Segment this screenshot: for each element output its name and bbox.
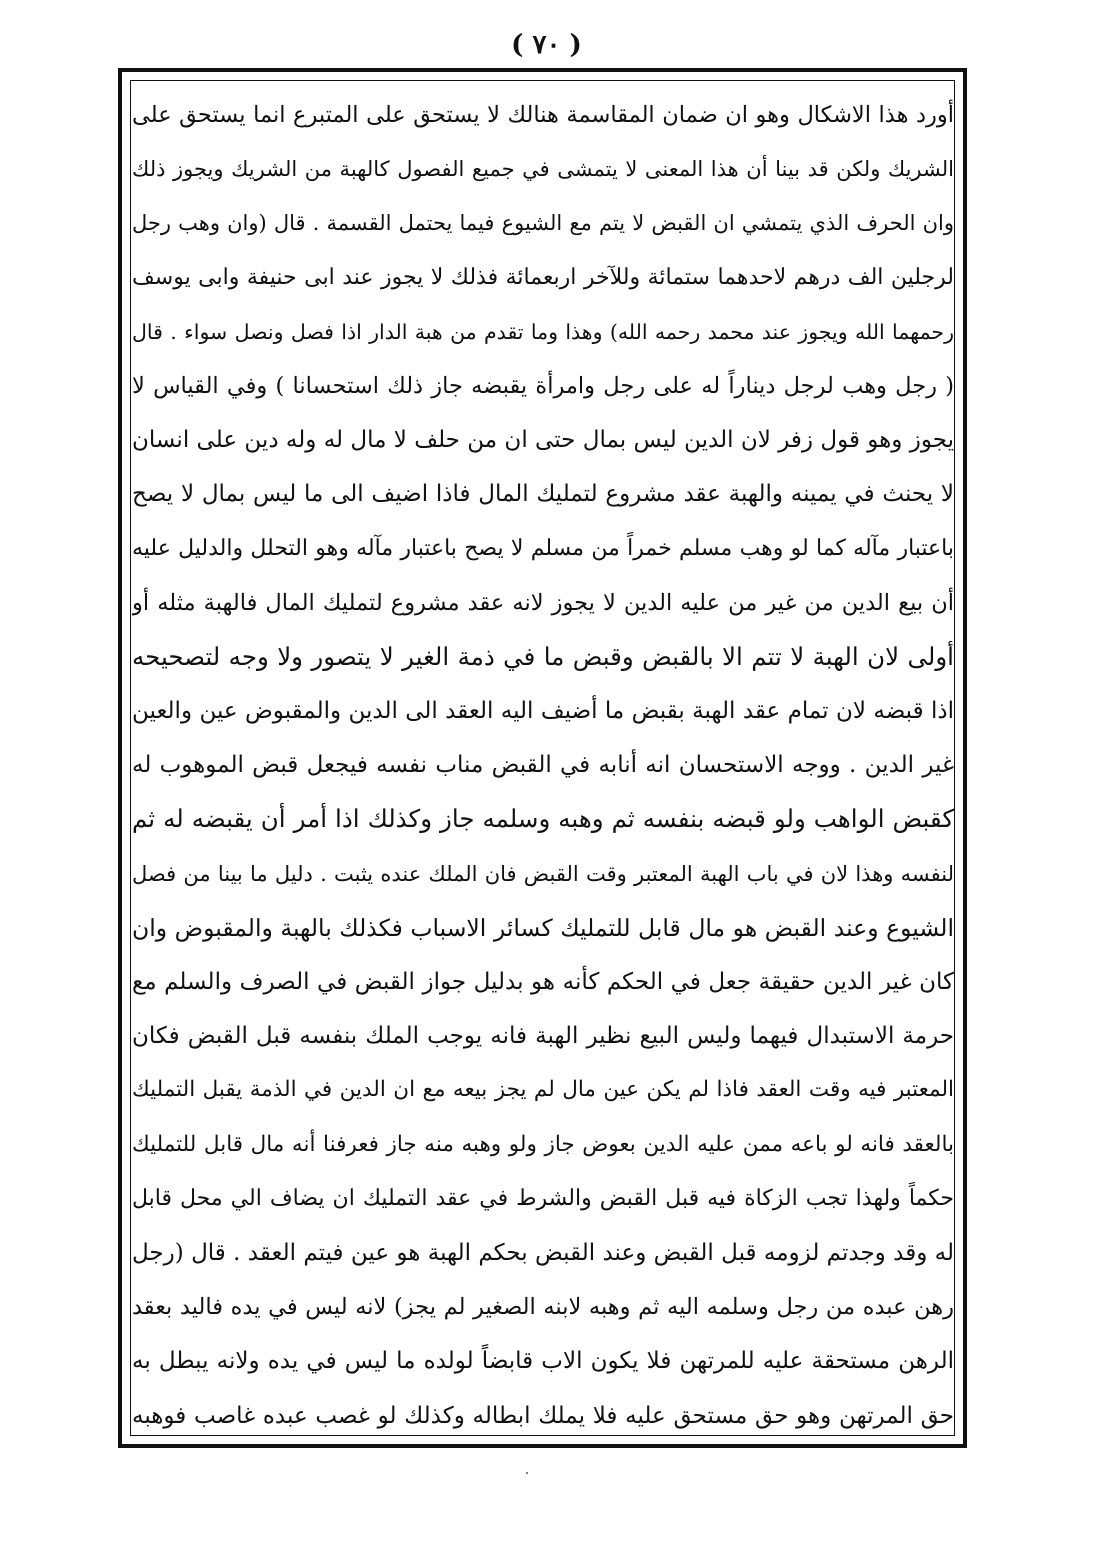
text-line: الشريك ولكن قد بينا أن هذا المعنى لا يتمشى في جميع الفصول كالهبة من الشريك ويجوز ذلك [132, 157, 954, 182]
text-line: أورد هذا الاشكال وهو ان ضمان المقاسمة هنالك لا يستحق على المتبرع انما يستحق على [132, 102, 954, 128]
text-line: له وقد وجدتم لزومه قبل القبض وعند القبض بحكم الهبة هو عين فيتم العقد . قال (رجل [132, 1239, 954, 1266]
text-line: باعتبار مآله كما لو وهب مسلم خمراً من مسلم لا يصح باعتبار مآله وهو التحلل والدليل عليه [132, 535, 954, 561]
text-line: حكماً ولهذا تجب الزكاة فيه قبل القبض والشرط في عقد التمليك ان يضاف الي محل قابل [132, 1185, 954, 1211]
text-line: الشيوع وعند القبض هو مال قابل للتمليك كسائر الاسباب فكذلك بالهبة والمقبوض وان [132, 913, 954, 942]
text-line: غير الدين . ووجه الاستحسان انه أنابه في القبض مناب نفسه فيجعل قبض الموهوب له [132, 752, 954, 779]
text-line: حرمة الاستبدال فيهما وليس البيع نظير الهبة فانه يوجب الملك بنفسه قبل القبض فكان [132, 1023, 954, 1050]
text-line: أن بيع الدين من غير من عليه الدين لا يجوز لانه عقد مشروع لتمليك المال فالهبة مثله أو [132, 589, 954, 616]
text-line: اذا قبضه لان تمام عقد الهبة بقبض ما أضيف اليه العقد الى الدين والمقبوض عين والعين [132, 698, 954, 725]
text-line: بالعقد فانه لو باعه ممن عليه الدين بعوض جاز ولو وهبه منه جاز فعرفنا أنه مال قابل للتمليك [132, 1131, 954, 1157]
text-line: رهن عبده من رجل وسلمه اليه ثم وهبه لابنه الصغير لم يجز) لانه ليس في يده فاليد بعقد [132, 1294, 954, 1321]
text-line: لا يحنث في يمينه والهبة عقد مشروع لتمليك المال فاذا اضيف الى ما ليس بمال لا يصح [132, 481, 954, 508]
text-line: كقبض الواهب ولو قبضه بنفسه ثم وهبه وسلمه جاز وكذلك اذا أمر أن يقبضه له ثم [132, 804, 954, 834]
text-line: يجوز وهو قول زفر لان الدين ليس بمال حتى ان من حلف لا مال له وله دين على انسان [132, 427, 954, 454]
body-text [132, 88, 954, 1443]
text-line: كان غير الدين حقيقة جعل في الحكم كأنه هو بدليل جواز القبض في الصرف والسلم مع [132, 969, 954, 995]
text-line: لرجلين الف درهم لاحدهما ستمائة وللآخر اربعمائة فذلك لا يجوز عند ابى حنيفة وابى يوسف [132, 264, 954, 290]
text-line: أولى لان الهبة لا تتم الا بالقبض وقبض ما في ذمة الغير لا يتصور ولا وجه لتصحيحه [132, 641, 954, 671]
text-line: وان الحرف الذي يتمشي ان القبض لا يتم مع الشيوع فيما يحتمل القسمة . قال (وان وهب رجل [132, 211, 954, 236]
ink-speck [526, 1472, 528, 1474]
text-line: حق المرتهن وهو حق مستحق عليه فلا يملك ابطاله وكذلك لو غصب عبده غاصب فوهبه [132, 1402, 954, 1429]
text-line: المعتبر فيه وقت العقد فاذا لم يكن عين مال لم يجز بيعه مع ان الدين في الذمة يقبل التمليك [132, 1077, 954, 1103]
text-line: لنفسه وهذا لان في باب الهبة المعتبر وقت القبض فان الملك عنده يثبت . دليل ما بينا من فصل [132, 861, 954, 886]
text-line: الرهن مستحقة عليه للمرتهن فلا يكون الاب قابضاً لولده ما ليس في يده ولانه يبطل به [132, 1348, 954, 1375]
text-line: رحمهما الله ويجوز عند محمد رحمه الله) وهذا وما تقدم من هبة الدار اذا فصل ونصل سواء . قال [132, 319, 954, 344]
page-number: ( ٧٠ ) [511, 30, 582, 60]
text-line: ( رجل وهب لرجل ديناراً له على رجل وامرأة يقبضه جاز ذلك استحسانا ) وفي القياس لا [132, 372, 954, 399]
